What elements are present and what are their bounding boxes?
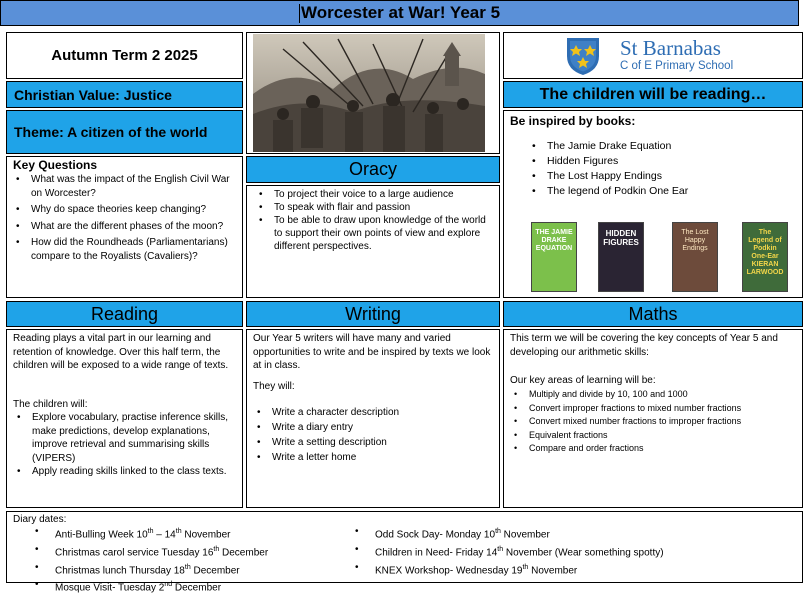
theme-box xyxy=(6,110,243,154)
list-item: • The Jamie Drake Equation xyxy=(528,139,688,154)
school-crest-icon xyxy=(565,36,601,76)
diary-item: • KNEX Workshop- Wednesday 19th November xyxy=(351,561,664,579)
diary-item: • Odd Sock Day- Monday 10th November xyxy=(351,525,664,543)
text-cursor xyxy=(299,4,300,23)
book-cover-text: THE JAMIE DRAKE EQUATION xyxy=(535,229,573,252)
maths-intro: This term we will be covering the key concepts of Year 5 and developing our arithmetic skills: xyxy=(510,333,778,358)
school-logo-box xyxy=(503,32,803,79)
book-cover-text: The Legend of Podkin One-Ear KIERAN LARWOOD xyxy=(746,229,784,276)
reading-lead: The children will: xyxy=(13,399,88,410)
school-subtitle: C of E Primary School xyxy=(620,60,734,72)
maths-list xyxy=(510,388,798,456)
reading-header xyxy=(6,301,243,327)
reading-list xyxy=(13,411,235,479)
writing-lead: They will: xyxy=(253,381,295,392)
diary-item: • Children in Need- Friday 14th November (Wear something spotty) xyxy=(351,543,664,561)
key-questions-heading: Key Questions xyxy=(13,158,98,172)
writing-list xyxy=(253,405,399,465)
diary-item: • Christmas carol service Tuesday 16th December xyxy=(31,543,268,561)
list-item: • Hidden Figures xyxy=(528,154,688,169)
list-item: • The legend of Podkin One Ear xyxy=(528,184,688,199)
maths-box xyxy=(503,329,803,508)
diary-item: • Anti-Bulling Week 10th – 14th November xyxy=(31,525,268,543)
list-item: • Write a diary entry xyxy=(253,420,399,435)
battle-illustration xyxy=(253,34,485,152)
writing-intro: Our Year 5 writers will have many and varied opportunities to write and be inspired by texts we look at in class. xyxy=(253,333,491,371)
school-name: St Barnabas xyxy=(620,36,721,60)
page-title: Worcester at War! Year 5 xyxy=(300,3,501,22)
book-cover-jamie-drake xyxy=(531,222,577,292)
list-item: • Explore vocabulary, practise inference skills, make predictions, develop explanations, improve retrieval and summarising skills (VIPERS) xyxy=(13,411,235,465)
list-item: • Why do space theories keep changing? xyxy=(12,203,234,217)
diary-heading: Diary dates: xyxy=(13,514,67,525)
term-label: Autumn Term 2 2025 xyxy=(51,47,198,64)
maths-header xyxy=(503,301,803,327)
books-box xyxy=(503,110,803,298)
book-cover-hidden-figures xyxy=(598,222,644,292)
oracy-heading: Oracy xyxy=(348,159,397,179)
writing-header xyxy=(246,301,500,327)
christian-value: Christian Value: Justice xyxy=(14,86,172,103)
book-cover-lost-happy-endings xyxy=(672,222,718,292)
oracy-list xyxy=(255,188,491,253)
key-questions-list xyxy=(12,173,234,263)
list-item: • The Lost Happy Endings xyxy=(528,169,688,184)
books-subheading: Be inspired by books: xyxy=(510,114,636,128)
theme: Theme: A citizen of the world xyxy=(14,124,208,140)
list-item: • Convert mixed number fractions to improper fractions xyxy=(510,415,798,429)
christian-value-box xyxy=(6,81,243,108)
reading-heading: Reading xyxy=(90,303,159,324)
book-cover-text: The Lost Happy Endings xyxy=(681,229,709,252)
maths-heading: Maths xyxy=(628,303,678,324)
reading-intro: Reading plays a vital part in our learning and retention of knowledge. Over this half term, the children will be exposed to a wide range of texts. xyxy=(13,333,229,371)
maths-lead: Our key areas of learning will be: xyxy=(510,375,656,386)
term-box xyxy=(6,32,243,79)
list-item: • Write a character description xyxy=(253,405,399,420)
list-item: • To speak with flair and passion xyxy=(255,201,491,214)
list-item: • Compare and order fractions xyxy=(510,442,798,456)
writing-heading: Writing xyxy=(345,303,401,324)
book-cover-podkin xyxy=(742,222,788,292)
list-item: • Apply reading skills linked to the class texts. xyxy=(13,465,235,479)
diary-left-list xyxy=(31,525,268,596)
diary-item: • Christmas lunch Thursday 18th December xyxy=(31,561,268,579)
reading-books-title: The children will be reading… xyxy=(539,85,767,103)
list-item: • To be able to draw upon knowledge of the world to support their own points of view and explore different perspectives. xyxy=(255,214,491,253)
list-item: • Equivalent fractions xyxy=(510,429,798,443)
writing-box xyxy=(246,329,500,508)
list-item: • What was the impact of the English Civil War on Worcester? xyxy=(12,173,234,200)
image-frame xyxy=(246,32,500,154)
list-item: • To project their voice to a large audience xyxy=(255,188,491,201)
list-item: • Convert improper fractions to mixed number fractions xyxy=(510,402,798,416)
list-item: • What are the different phases of the moon? xyxy=(12,220,234,234)
oracy-box xyxy=(246,185,500,298)
list-item: • Write a setting description xyxy=(253,435,399,450)
list-item: • Multiply and divide by 10, 100 and 1000 xyxy=(510,388,798,402)
key-questions-box xyxy=(6,156,243,298)
reading-box xyxy=(6,329,243,508)
list-item: • Write a letter home xyxy=(253,450,399,465)
book-list xyxy=(528,139,688,199)
book-cover-text: HIDDEN FIGURES xyxy=(603,229,639,247)
reading-books-header xyxy=(503,81,803,108)
list-item: • How did the Roundheads (Parliamentarians) compare to the Royalists (Cavaliers)? xyxy=(12,236,234,263)
diary-item: • Mosque Visit- Tuesday 2nd December xyxy=(31,578,268,596)
diary-box xyxy=(6,511,803,594)
diary-right-list xyxy=(351,525,664,578)
oracy-header xyxy=(246,156,500,183)
title-bar xyxy=(0,0,799,26)
